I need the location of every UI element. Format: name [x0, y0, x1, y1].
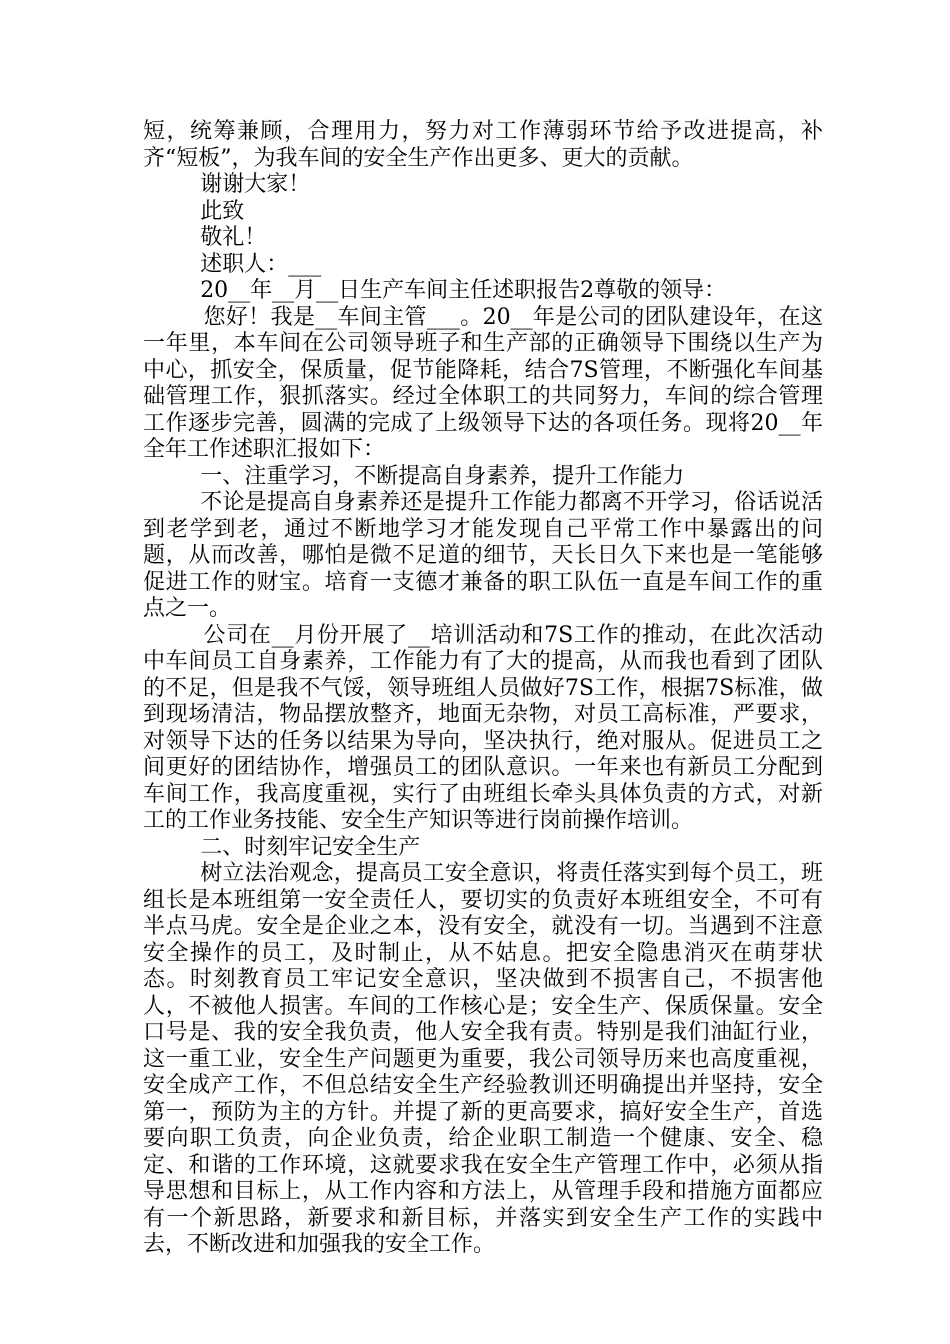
paragraph-training: 公司在__月份开展了__培训活动和7S工作的推动，在此次活动中车间员工自身素养，工作能力有了大的提高，从而我也看到了团队的不足，但是我不气馁，领导班组人员做好7S工作，根据7S标准，做到现场清洁，物品摆放整齐，地面无杂物，对员工高标准，严要求，对领导下达的任务以结果为导向，坚决执行，绝对服从。促进员工之间更好的团结协作，增强员工的团队意识。一年来也有新员工分配到车间工作，我高度重视，实行了由班组长牵头具体负责的方式，对新工的工作业务技能、安全生产知识等进行岗前操作培训。 [143, 622, 823, 833]
paragraph-salutation: 此致 [200, 198, 245, 224]
paragraph-safety: 树立法治观念，提高员工安全意识，将责任落实到每个员工，班组长是本班组第一安全责任人，要切实的负责好本班组安全，不可有半点马虎。安全是企业之本，没有安全，就没有一切。当遇到不注意安全操作的员工，及时制止，从不姑息。把安全隐患消灭在萌芽状态。时刻教育员工牢记安全意识，坚决做到不损害自己，不损害他人，不被他人损害。车间的工作核心是；安全生产、保质保量。安全口号是、我的安全我负责，他人安全我有责。特别是我们油缸行业，这一重工业，安全生产问题更为重要，我公司领导历来也高度重视，安全成产工作，不但总结安全生产经验教训还明确提出并坚持，安全第一，预防为主的方针。并提了新的更高要求，搞好安全生产，首选要向职工负责，向企业负责，给企业职工制造一个健康、安全、稳定、和谐的工作环境，这就要求我在安全生产管理工作中，必须从指导思想和目标上，从工作内容和方法上，从管理手段和措施方面都应有一个新思路，新要求和新目标，并落实到安全生产工作的实践中去，不断改进和加强我的安全工作。 [143, 861, 823, 1257]
section-heading-2: 二、时刻牢记安全生产 [200, 834, 421, 860]
paragraph-report-title: 20__年__月__日生产车间主任述职报告2尊敬的领导： [200, 278, 727, 303]
paragraph-signature: 述职人：___ [200, 251, 322, 277]
paragraph-thanks: 谢谢大家！ [200, 172, 311, 197]
paragraph-learning: 不论是提高自身素养还是提升工作能力都离不开学习，俗话说活到老学到老，通过不断地学习才能发现自己平常工作中暴露出的问题，从而改善，哪怕是微不足道的细节，天长日久下来也是一笔能够促进工作的财宝。培育一支德才兼备的职工队伍一直是车间工作的重点之一。 [143, 490, 823, 621]
section-heading-1: 一、注重学习，不断提高自身素养，提升工作能力 [200, 463, 685, 489]
paragraph-regards: 敬礼！ [200, 225, 267, 250]
paragraph-closing-text: 短，统筹兼顾，合理用力，努力对工作薄弱环节给予改进提高，补齐“短板”，为我车间的安全生产作出更多、更大的贡献。 [143, 119, 823, 171]
paragraph-greeting: 您好！我是__车间主管___。20__年是公司的团队建设年，在这一年里，本车间在公司领导班子和生产部的正确领导下围绕以生产为中心，抓安全，保质量，促节能降耗，结合7S管理，不断强化车间基础管理工作，狠抓落实。经过全体职工的共同努力，车间的综合管理工作逐步完善，圆满的完成了上级领导下达的各项任务。现将20__年全年工作述职汇报如下： [143, 304, 823, 462]
document-body [143, 119, 823, 1259]
